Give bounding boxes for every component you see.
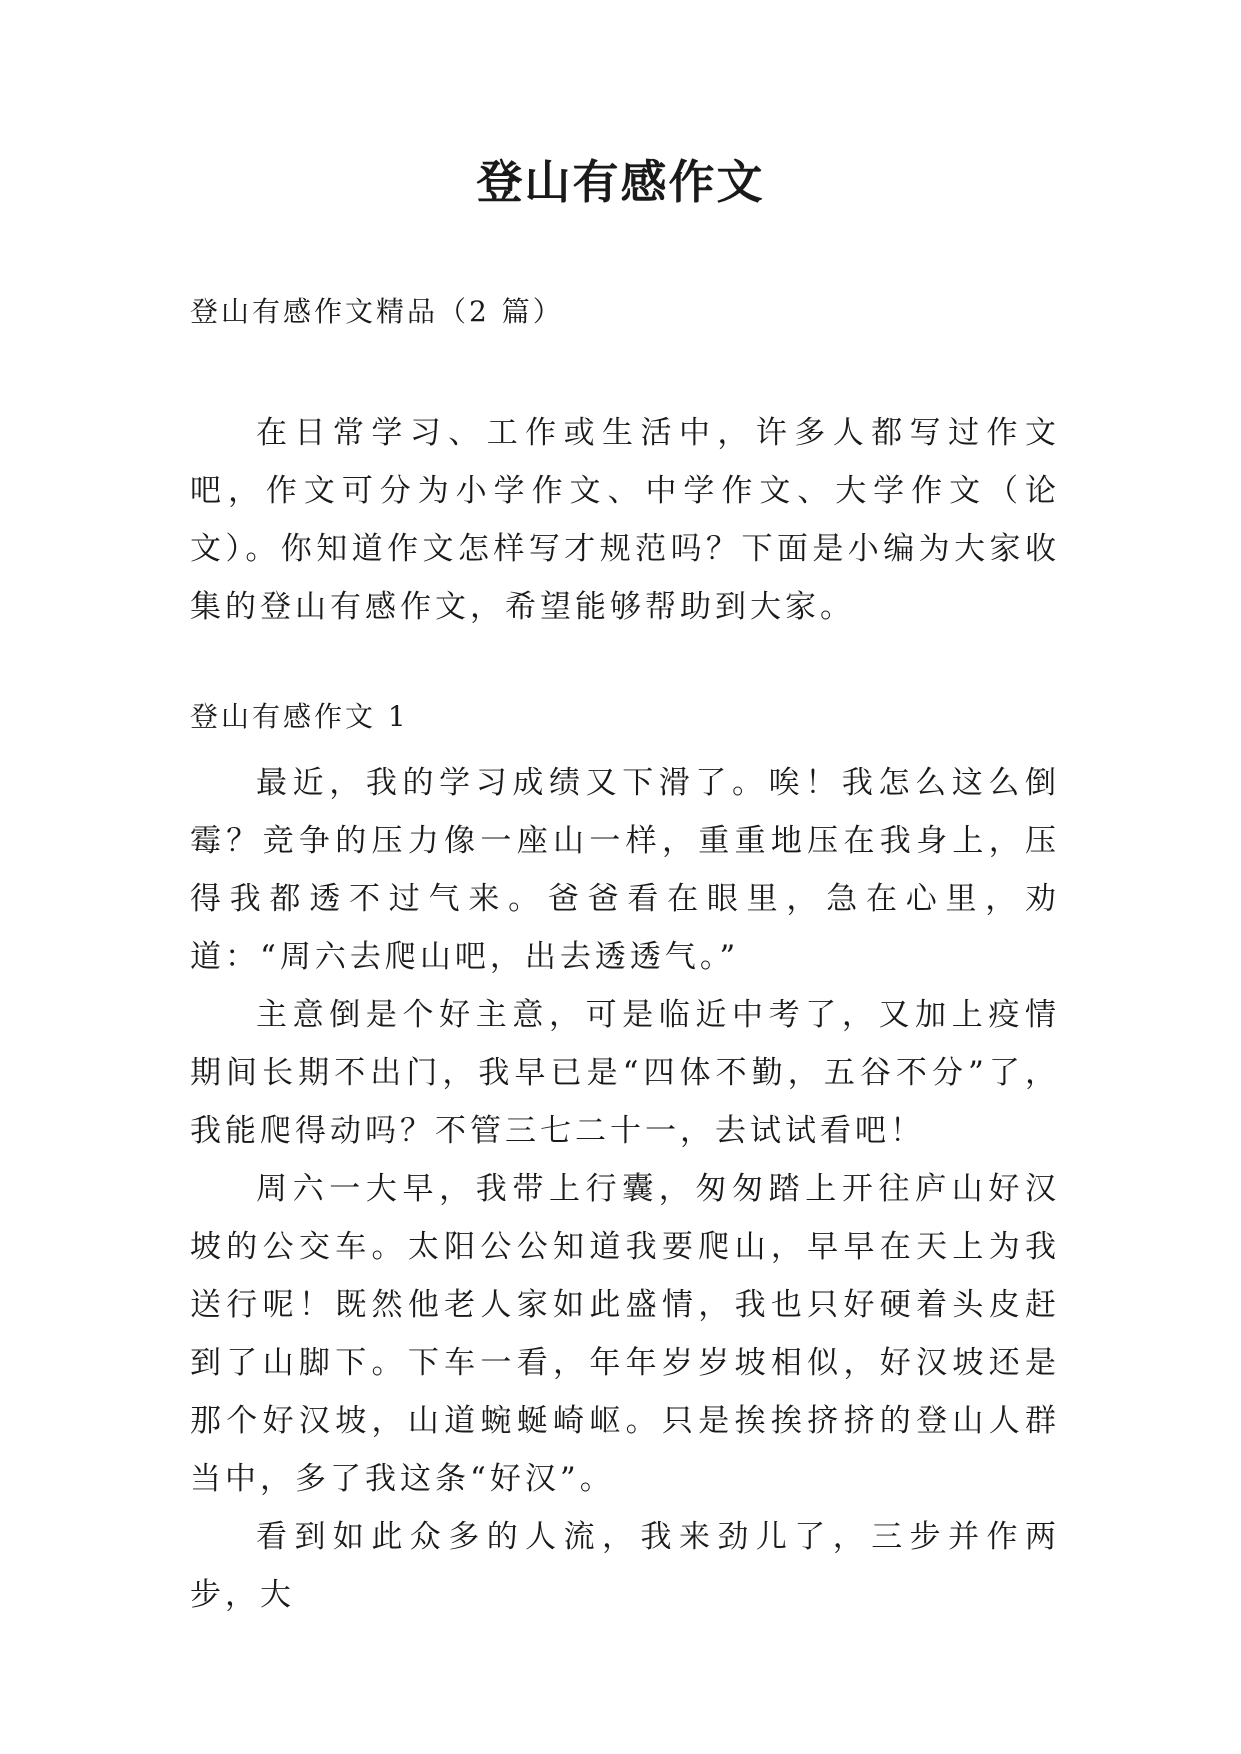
- section-heading: 登山有感作文 1: [190, 700, 409, 733]
- page-title: 登山有感作文: [476, 155, 765, 209]
- body-paragraph: 主意倒是个好主意，可是临近中考了，又加上疫情期间长期不出门，我早已是“四体不勤，五谷不分”了，我能爬得动吗？不管三七二十一，去试试看吧！: [190, 997, 1060, 1149]
- body-paragraph: 最近，我的学习成绩又下滑了。唉！我怎么这么倒霉？竞争的压力像一座山一样，重重地压在我身上，压得我都透不过气来。爸爸看在眼里，急在心里，劝道：“周六去爬山吧，出去透透气。”: [190, 765, 1060, 975]
- body-paragraph: 看到如此众多的人流，我来劲儿了，三步并作两步，大: [190, 1519, 1060, 1613]
- intro-paragraph: 在日常学习、工作或生活中，许多人都写过作文吧，作文可分为小学作文、中学作文、大学作文（论文）。你知道作文怎样写才规范吗？下面是小编为大家收集的登山有感作文，希望能够帮助到大家。: [190, 415, 1060, 625]
- document-subtitle: 登山有感作文精品（2 篇）: [190, 295, 564, 328]
- body-paragraph: 周六一大早，我带上行囊，匆匆踏上开往庐山好汉坡的公交车。太阳公公知道我要爬山，早早在天上为我送行呢！既然他老人家如此盛情，我也只好硬着头皮赶到了山脚下。下车一看，年年岁岁坡相似，好汉坡还是那个好汉坡，山道蜿蜒崎岖。只是挨挨挤挤的登山人群当中，多了我这条“好汉”。: [190, 1171, 1060, 1497]
